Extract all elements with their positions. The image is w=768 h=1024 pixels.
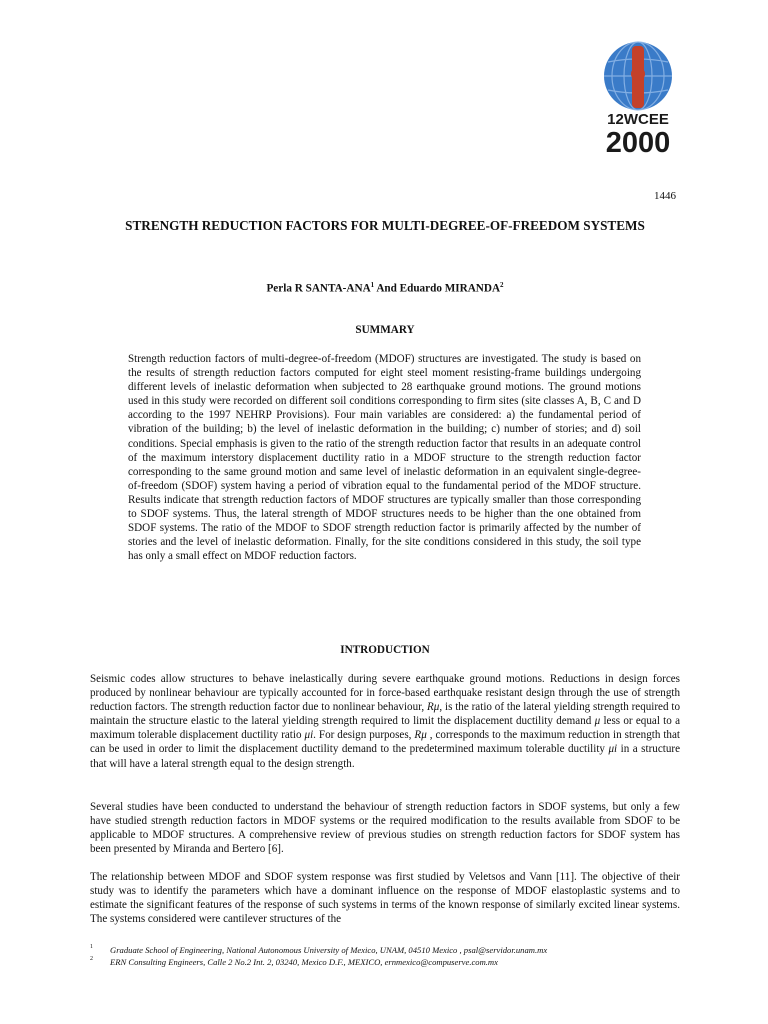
footnote-text: ERN Consulting Engineers, Calle 2 No.2 Int. 2, 03240, Mexico D.F., MEXICO, ernmexico@compuserve.com.mx — [110, 957, 498, 967]
footnote-1 — [90, 944, 690, 956]
text-run: , corresponds to the maximum reduction in strength that can be used in order to limit the displacement ductility demand to the predetermined maximum tolerable ductility — [90, 729, 680, 756]
footnote-mark-1: 1 — [370, 281, 375, 289]
footnote-mark-2: 2 — [500, 281, 504, 289]
text-run: less or equal to a maximum tolerable displacement ductility ratio — [90, 715, 681, 742]
footnote-mark: 2 — [90, 956, 93, 962]
intro-paragraph-3: The relationship between MDOF and SDOF system response was first studied by Veletsos and Vann [11]. The objective of their study was to identify the parameters which have a dominant influence on the response of MDOF elastoplastic systems and to estimate the significant features of the response of such systems in terms of the known response of similarly excited linear systems. The systems considered were cantilever structures of the — [90, 871, 680, 926]
page-number: 1446 — [654, 190, 676, 202]
symbol-mu-i: μi — [304, 729, 314, 742]
symbol-mu: μ — [594, 715, 601, 728]
text-run: . For design purposes, — [313, 729, 415, 742]
emblem-icon — [631, 46, 645, 108]
author-joiner: And — [374, 282, 400, 295]
summary-text: Strength reduction factors of multi-degree-of-freedom (MDOF) structures are investigated. The study is based on the results of strength reduction factors computed for eight steel moment resisting-frame buildings undergoing different levels of inelastic deformation when subjected to 28 earthquake ground motions. The ground motions used in this study were recorded on different soil conditions corresponding to firm sites (site classes A, B, C and D according to the 1997 NEHRP Provisions). Four main variables are considered: a) the fundamental period of vibration of the building; b) the level of inelastic deformation in the building; c) number of stories; and d) soil conditions. Special emphasis is given to the ratio of the strength reduction factor that results in an adequate control of the maximum interstory displacement ductility ratio in a MDOF structure to the strength reduction factor corresponding to the same ground motion and same level of inelastic deformation in an equivalent single-degree-of-freedom (SDOF) system having a period of vibration equal to the fundamental period of the MDOF structure. Results indicate that strength reduction factors of MDOF structures are typically smaller than those corresponding to SDOF systems. Thus, the lateral strength of MDOF structures needs to be higher than the one obtained from SDOF systems. The ratio of the MDOF to SDOF strength reduction factor is primarily affected by the number of stories and the level of inelastic deformation. Finally, for the site conditions considered in this study, the soil type has only a small effect on MDOF reduction factors. — [128, 353, 641, 563]
intro-paragraph-2: Several studies have been conducted to understand the behaviour of strength reduction factors in SDOF systems, but only a few have studied strength reduction factors in MDOF systems or the required modification to the results available from SDOF to be applicable to MDOF structures. A comprehensive review of previous studies on strength reduction factors for SDOF system has been presented by Miranda and Bertero [6]. — [90, 801, 680, 856]
footnote-mark: 1 — [90, 944, 93, 950]
author-1: Perla R SANTA-ANA — [266, 282, 371, 295]
summary-heading: SUMMARY — [355, 324, 415, 336]
paper-title: STRENGTH REDUCTION FACTORS FOR MULTI-DEGREE-OF-FREEDOM SYSTEMS — [125, 218, 645, 233]
logo-text-line2: 2000 — [605, 127, 671, 159]
symbol-mu-i: μi — [608, 743, 618, 756]
symbol-r-mu: Rμ — [427, 701, 440, 714]
author-line — [90, 281, 680, 295]
logo-text-line1: 12WCEE — [607, 111, 669, 128]
footnote-2 — [90, 956, 690, 968]
globe-logo-icon — [598, 40, 678, 160]
author-2: Eduardo MIRANDA — [399, 282, 501, 295]
footnotes — [90, 944, 690, 968]
text-run: , is the ratio of the lateral yielding strength required to maintain the structure elastic to the lateral yielding strength required to limit the displacement ductility demand — [90, 701, 680, 728]
text-run: in a structure that will have a lateral strength equal to the design strength. — [90, 743, 680, 770]
symbol-r-mu: Rμ — [414, 729, 427, 742]
footnote-text: Graduate School of Engineering, National Autonomous University of Mexico, UNAM, 04510 Mexico , psal@servidor.unam.mx — [110, 945, 548, 955]
conference-logo — [598, 40, 678, 160]
introduction-heading: INTRODUCTION — [340, 644, 430, 656]
text-run: Seismic codes allow structures to behave inelastically during severe earthquake ground motions. Reductions in design forces produced by nonlinear behaviour are typically accounted for in force-based earthquake resistant design through the use of strength reduction factors. The strength reduction factor due to nonlinear behaviour, — [90, 673, 680, 714]
intro-paragraph-1 — [90, 672, 680, 771]
